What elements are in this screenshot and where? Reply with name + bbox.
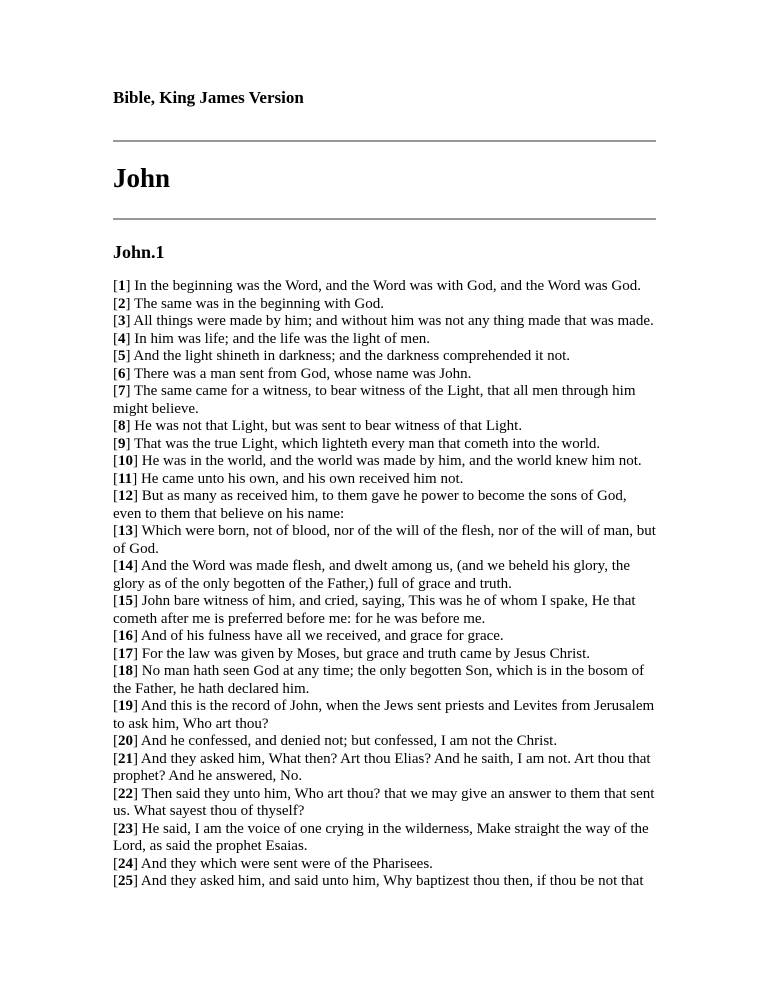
verse-text: That was the true Light, which lighteth every man that cometh into the world. [133, 435, 601, 452]
verse-number: 20 [118, 733, 133, 749]
verse-bracket-open: [ [113, 470, 118, 487]
verse-bracket-close: ] [133, 593, 142, 609]
verse-bracket-open: [ [113, 645, 118, 662]
verse-text: John bare witness of him, and cried, saying, This was he of whom I spake, He that cometh after me is preferred before me: for he was before me. [113, 593, 636, 627]
verse-number: 6 [118, 365, 126, 382]
verse-line [113, 436, 656, 454]
verse-bracket-open: [ [113, 593, 118, 609]
verse-bracket-open: [ [113, 453, 118, 469]
verse-line [113, 856, 656, 874]
verse-line [113, 733, 656, 751]
divider-bottom [113, 218, 656, 220]
verse-number: 13 [118, 523, 133, 539]
verse-number: 8 [118, 418, 126, 434]
verse-bracket-open: [ [113, 750, 118, 767]
verse-number: 23 [118, 820, 133, 837]
verse-line [113, 471, 656, 489]
verse-bracket-close: ] [133, 558, 141, 574]
verse-bracket-close: ] [133, 855, 141, 872]
verse-text: He was in the world, and the world was made by him, and the world knew him not. [141, 453, 642, 469]
book-title: John [113, 163, 171, 193]
verse-bracket-open: [ [113, 628, 118, 644]
verse-bracket-close: ] [125, 383, 134, 399]
verse-bracket-close: ] [125, 278, 135, 294]
document-header: Bible, King James Version [113, 88, 304, 107]
verse-line [113, 873, 656, 891]
verse-bracket-close: ] [125, 330, 135, 347]
verse-text: But as many as received him, to them gave he power to become the sons of God, even to them that believe on his name: [113, 488, 627, 522]
verse-number: 12 [118, 488, 133, 504]
verse-bracket-close: ] [133, 645, 142, 662]
verse-bracket-open: [ [113, 663, 118, 679]
verse-bracket-open: [ [113, 785, 118, 802]
verse-text: There was a man sent from God, whose name was John. [133, 365, 472, 382]
verse-line [113, 453, 656, 471]
verse-bracket-open: [ [113, 698, 118, 714]
verse-number: 1 [118, 278, 126, 294]
verse-line [113, 331, 656, 349]
verse-bracket-close: ] [133, 698, 141, 714]
verse-bracket-open: [ [113, 558, 118, 574]
verse-text: And the light shineth in darkness; and the darkness comprehended it not. [133, 348, 570, 364]
verse-number: 9 [118, 435, 126, 452]
verse-number: 19 [118, 698, 133, 714]
verse-line [113, 383, 656, 418]
verse-bracket-close: ] [133, 628, 141, 644]
verse-line [113, 296, 656, 314]
verse-line [113, 278, 656, 296]
verse-text: And of his fulness have all we received, and grace for grace. [140, 628, 504, 644]
verse-number: 24 [118, 855, 133, 872]
verse-bracket-open: [ [113, 855, 118, 872]
verse-line [113, 523, 656, 558]
verse-line [113, 821, 656, 856]
verse-line [113, 751, 656, 786]
verse-bracket-close: ] [133, 663, 142, 679]
verse-text: And they asked him, What then? Art thou Elias? And he saith, I am not. Art thou that prophet? And he answered, No. [113, 750, 651, 784]
verse-line [113, 646, 656, 664]
verse-number: 10 [118, 453, 133, 469]
verse-number: 17 [118, 645, 133, 662]
divider-top [113, 140, 656, 142]
verse-bracket-open: [ [113, 435, 118, 452]
verse-number: 7 [118, 383, 126, 399]
verse-text: And he confessed, and denied not; but confessed, I am not the Christ. [140, 733, 558, 749]
verse-list [113, 278, 656, 891]
verse-bracket-close: ] [125, 365, 134, 382]
verse-bracket-close: ] [133, 488, 142, 504]
verse-bracket-close: ] [125, 295, 134, 312]
verse-text: He said, I am the voice of one crying in the wilderness, Make straight the way of the Lord, as said the prophet Esaias. [113, 820, 649, 854]
verse-number: 5 [118, 348, 126, 364]
verse-text: And this is the record of John, when the Jews sent priests and Levites from Jerusalem to ask him, Who art thou? [113, 698, 655, 732]
verse-line [113, 488, 656, 523]
verse-text: All things were made by him; and without him was not any thing made that was made. [133, 313, 654, 329]
verse-line [113, 698, 656, 733]
verse-bracket-close: ] [125, 348, 134, 364]
verse-number: 3 [118, 313, 126, 329]
verse-line [113, 593, 656, 628]
verse-line [113, 786, 656, 821]
verse-text: And they which were sent were of the Pharisees. [140, 855, 433, 872]
verse-bracket-open: [ [113, 733, 118, 749]
verse-bracket-open: [ [113, 313, 118, 329]
verse-bracket-close: ] [133, 785, 142, 802]
verse-bracket-close: ] [125, 435, 134, 452]
verse-text: No man hath seen God at any time; the only begotten Son, which is in the bosom of the Father, he hath declared him. [113, 663, 645, 697]
verse-bracket-close: ] [133, 820, 142, 837]
verse-number: 22 [118, 785, 133, 802]
verse-number: 4 [118, 330, 126, 347]
verse-number: 15 [118, 593, 133, 609]
verse-bracket-open: [ [113, 348, 118, 364]
verse-bracket-open: [ [113, 330, 118, 347]
verse-bracket-close: ] [125, 418, 135, 434]
verse-bracket-close: ] [133, 733, 141, 749]
verse-text: The same was in the beginning with God. [133, 295, 384, 312]
verse-number: 16 [118, 628, 133, 644]
verse-bracket-close: ] [125, 313, 134, 329]
verse-bracket-open: [ [113, 820, 118, 837]
verse-bracket-close: ] [132, 470, 141, 487]
verse-text: In the beginning was the Word, and the Word was with God, and the Word was God. [134, 278, 641, 294]
verse-line [113, 418, 656, 436]
verse-text: And the Word was made flesh, and dwelt among us, (and we beheld his glory, the glory as of the only begotten of the Father,) full of grace and truth. [113, 558, 631, 592]
verse-number: 25 [118, 873, 133, 889]
verse-text: He came unto his own, and his own received him not. [140, 470, 464, 487]
verse-line [113, 313, 656, 331]
verse-line [113, 558, 656, 593]
verse-bracket-open: [ [113, 383, 118, 399]
verse-bracket-open: [ [113, 278, 118, 294]
verse-bracket-open: [ [113, 418, 118, 434]
verse-bracket-open: [ [113, 295, 118, 312]
verse-text: Which were born, not of blood, nor of the will of the flesh, nor of the will of man, but of God. [113, 523, 656, 557]
verse-bracket-open: [ [113, 488, 118, 504]
verse-bracket-close: ] [133, 523, 142, 539]
verse-line [113, 628, 656, 646]
verse-text: He was not that Light, but was sent to bear witness of that Light. [134, 418, 523, 434]
verse-number: 21 [118, 750, 133, 767]
verse-text: The same came for a witness, to bear witness of the Light, that all men through him might believe. [113, 383, 636, 417]
verse-text: And they asked him, and said unto him, Why baptizest thou then, if thou be not that [140, 873, 644, 889]
verse-text: For the law was given by Moses, but grace and truth came by Jesus Christ. [141, 645, 590, 662]
verse-line [113, 366, 656, 384]
verse-line [113, 663, 656, 698]
verse-number: 18 [118, 663, 133, 679]
verse-text: In him was life; and the life was the light of men. [134, 330, 431, 347]
verse-bracket-close: ] [133, 453, 142, 469]
verse-bracket-open: [ [113, 523, 118, 539]
verse-bracket-open: [ [113, 873, 118, 889]
verse-number: 14 [118, 558, 133, 574]
verse-number: 2 [118, 295, 126, 312]
verse-bracket-close: ] [133, 873, 141, 889]
verse-bracket-open: [ [113, 365, 118, 382]
chapter-heading: John.1 [113, 242, 165, 262]
verse-line [113, 348, 656, 366]
verse-number: 11 [118, 470, 133, 487]
verse-text: Then said they unto him, Who art thou? that we may give an answer to them that sent us. What sayest thou of thyself? [113, 785, 655, 819]
verse-bracket-close: ] [133, 750, 141, 767]
